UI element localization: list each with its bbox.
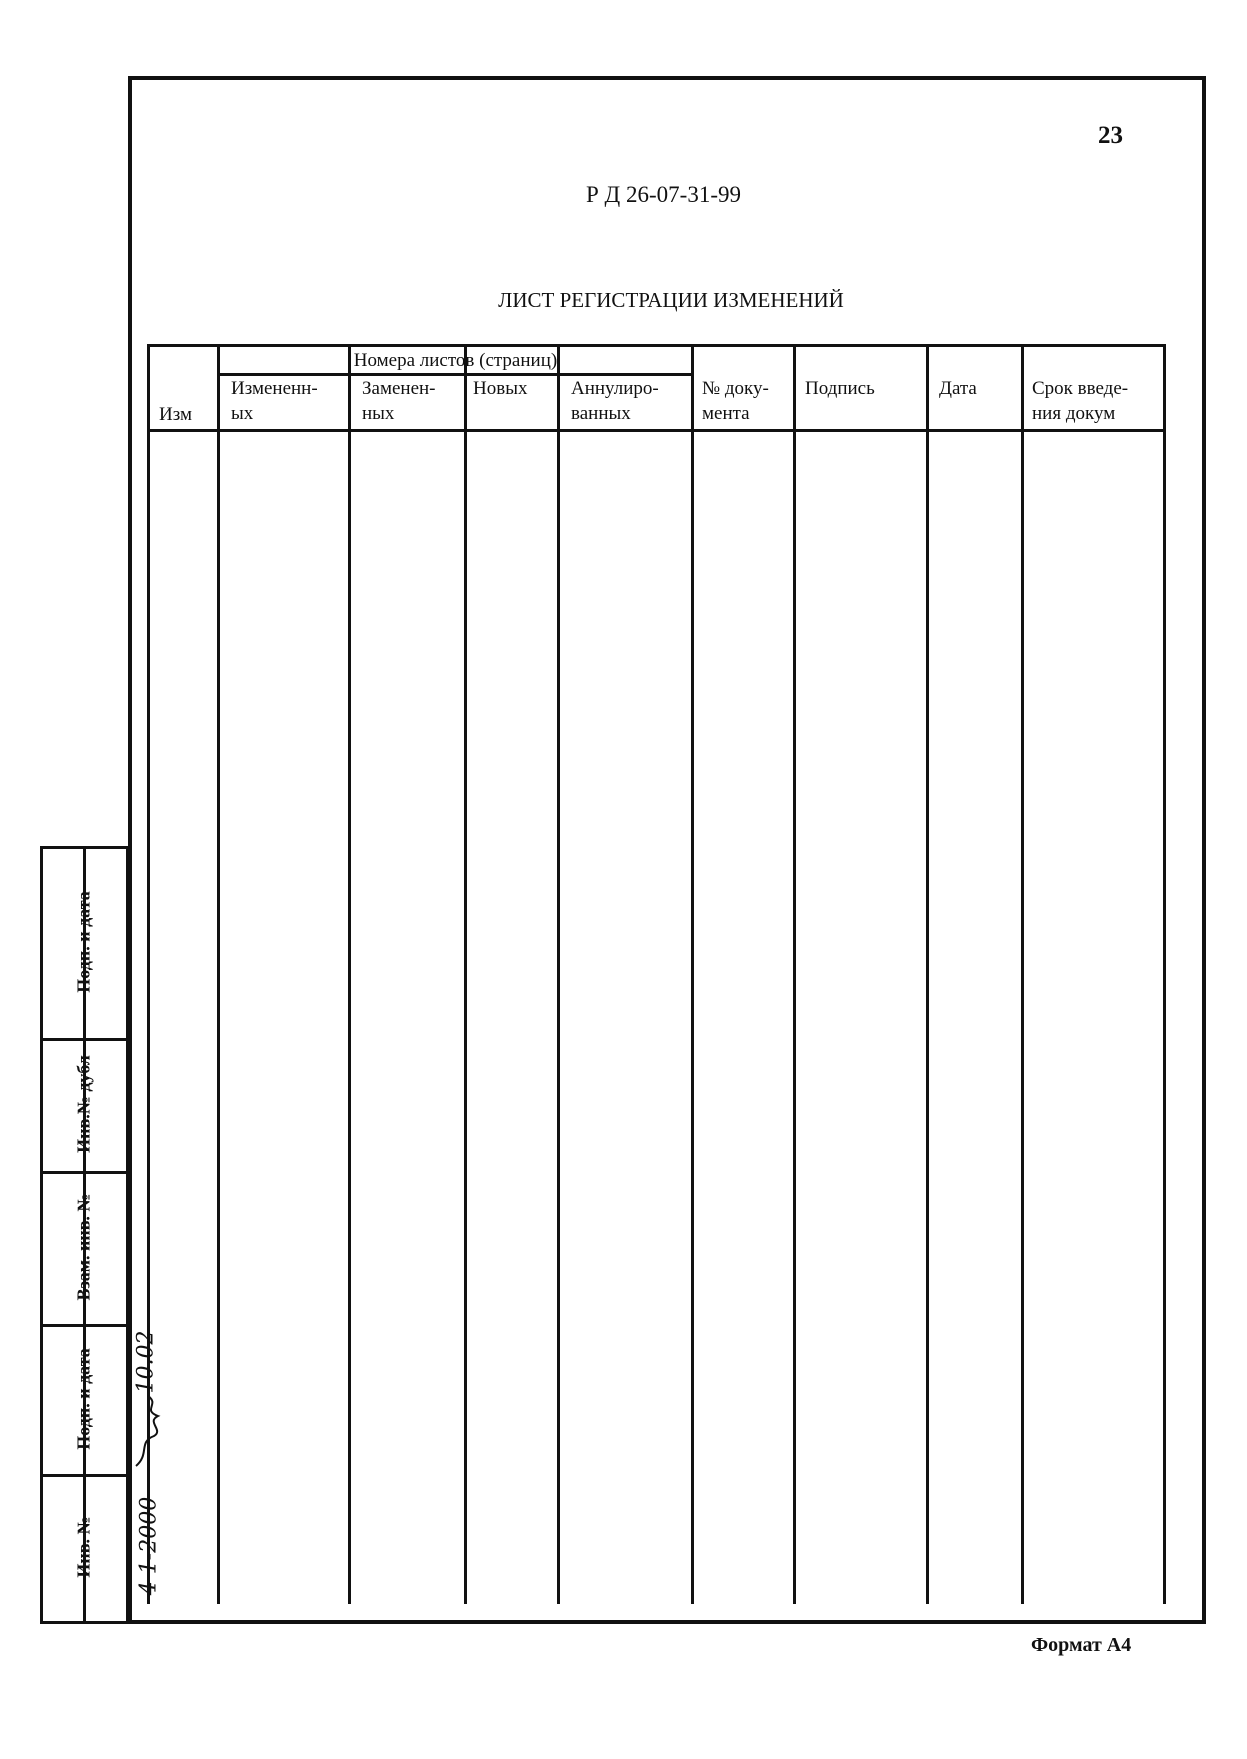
stamp-rule xyxy=(40,1171,129,1174)
header-bottom-rule xyxy=(147,429,1166,432)
stamp-rule xyxy=(40,1038,129,1041)
table-border-right xyxy=(1163,344,1166,1604)
sheet-title: ЛИСТ РЕГИСТРАЦИИ ИЗМЕНЕНИЙ xyxy=(498,288,844,312)
handwritten-date: 10.02 xyxy=(133,1330,159,1394)
column-header-annulled: Аннулиро- ванных xyxy=(571,378,659,424)
document-code: Р Д 26-07-31-99 xyxy=(586,182,741,207)
column-rule xyxy=(926,344,929,1604)
stamp-label-replaced-inventory: Взам. инв. № xyxy=(73,1193,94,1301)
column-rule xyxy=(348,344,351,1604)
column-header-date: Дата xyxy=(939,378,977,399)
stamp-rule xyxy=(40,846,43,1624)
column-header-izm: Изм xyxy=(159,404,192,425)
column-header-signature: Подпись xyxy=(805,378,875,399)
stamp-rule xyxy=(126,846,129,1624)
page-number: 23 xyxy=(1098,122,1123,149)
column-rule xyxy=(557,344,560,1604)
column-rule xyxy=(1021,344,1024,1604)
table-top-rule xyxy=(147,344,1166,347)
format-label: Формат А4 xyxy=(1031,1634,1132,1656)
side-stamp-column xyxy=(40,846,162,1624)
stamp-label-sign-date: Подп. и дата xyxy=(73,891,94,993)
stamp-label-sign-date-original: Подп. и дата xyxy=(73,1348,94,1450)
column-header-document-number: № доку- мента xyxy=(702,378,769,424)
stamp-rule xyxy=(40,1474,129,1477)
stamp-label-dup-inventory: Инв.№ дубл xyxy=(73,1055,94,1153)
stamp-label-inventory-number: Инв. № xyxy=(73,1516,94,1578)
stamp-rule xyxy=(40,1621,129,1624)
column-rule xyxy=(464,344,467,1604)
column-rule xyxy=(217,344,220,1604)
group-header-sheet-numbers: Номера листов (страниц) xyxy=(353,350,558,371)
column-rule xyxy=(691,344,694,1604)
column-header-changed: Измененн- ых xyxy=(231,378,318,424)
change-registration-table xyxy=(147,344,1166,1604)
column-rule xyxy=(793,344,796,1604)
stamp-rule xyxy=(40,846,129,849)
column-header-effective-term: Срок введе- ния докум xyxy=(1032,378,1129,424)
column-header-new: Новых xyxy=(473,378,528,399)
handwritten-inventory-number: 4 1-2000 xyxy=(136,1496,162,1596)
stamp-rule xyxy=(40,1324,129,1327)
column-header-replaced: Заменен- ных xyxy=(362,378,436,424)
